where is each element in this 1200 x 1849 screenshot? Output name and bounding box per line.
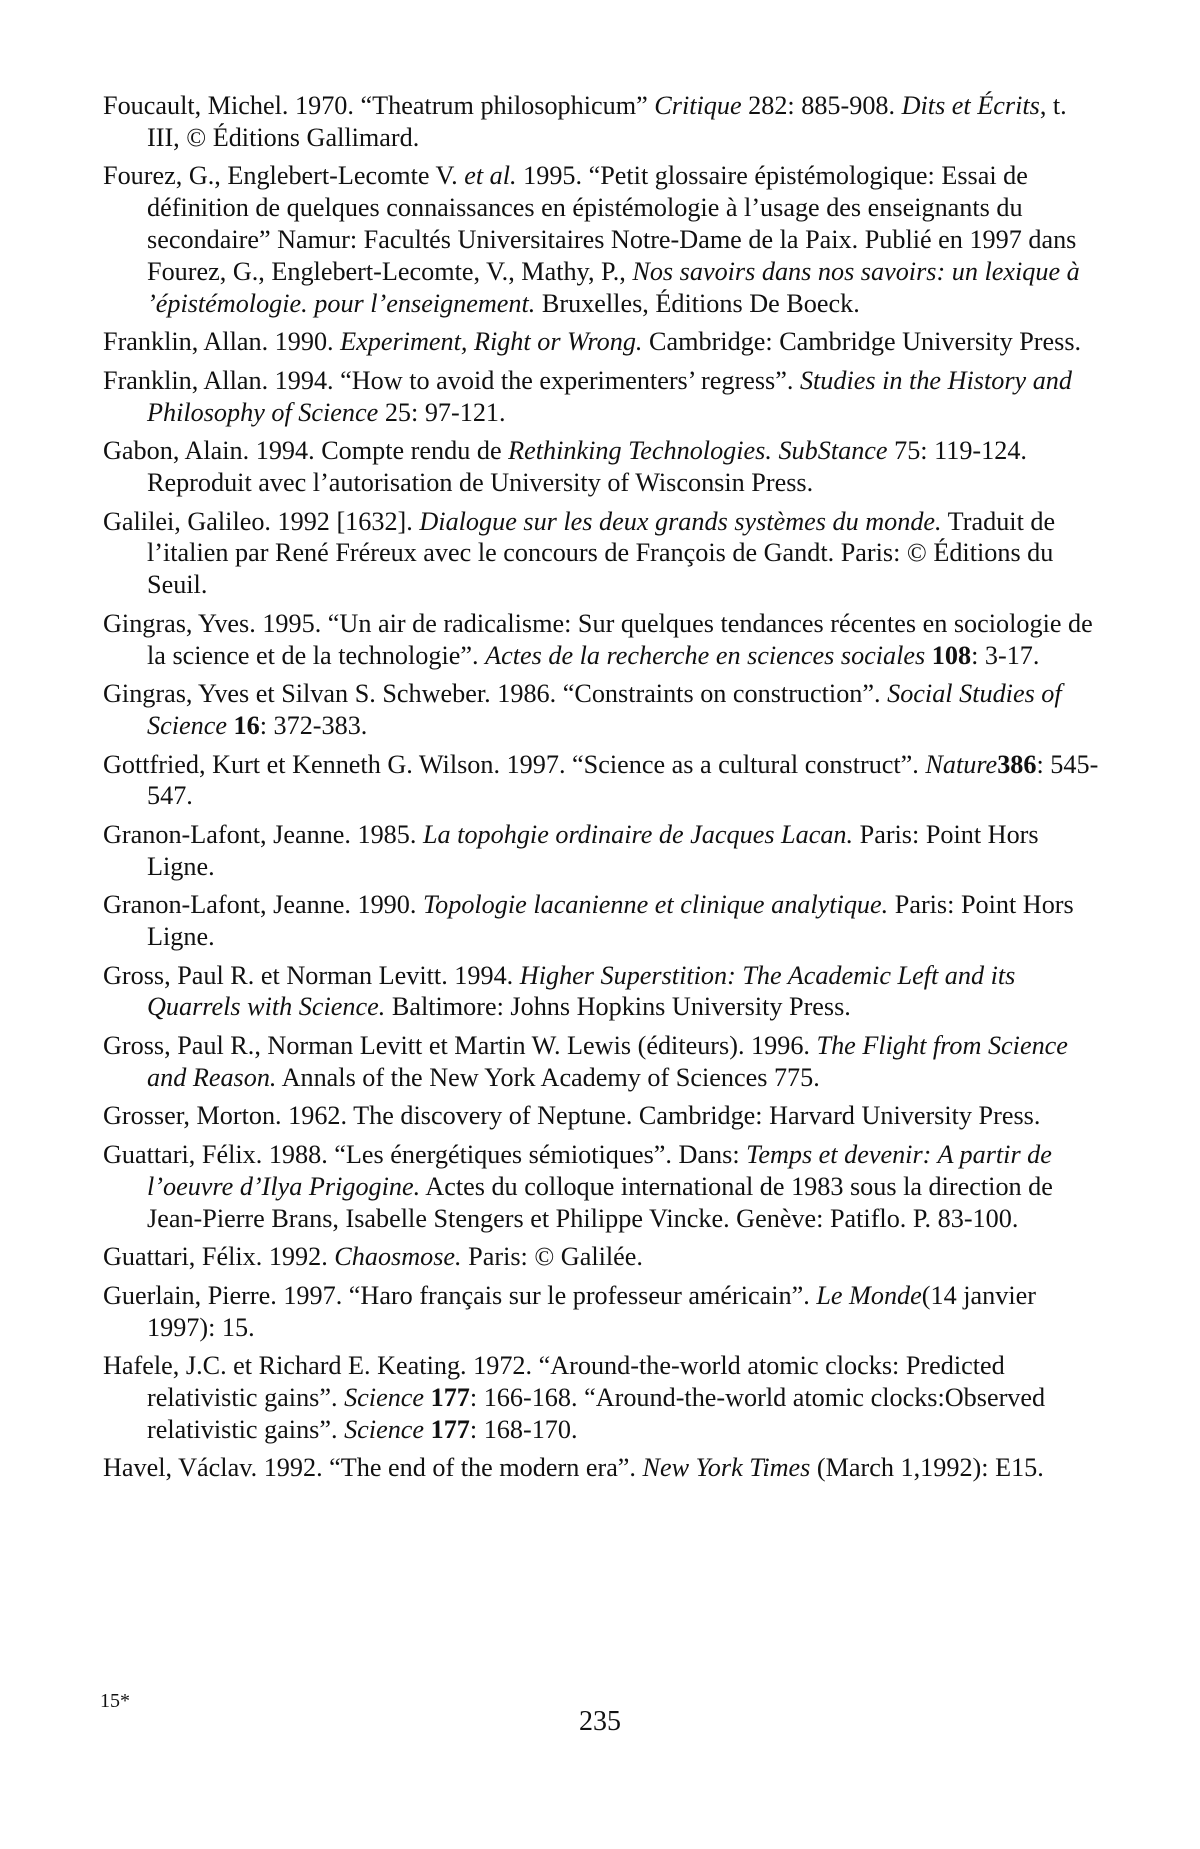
entry-title-italic: Dialogue sur les deux grands systèmes du monde. bbox=[419, 506, 942, 536]
entry-title-italic: Nos savoirs dans nos savoirs: un lexique à ’épistémologie. pour l’enseignement. bbox=[147, 256, 1080, 318]
entry-title-italic: Rethinking Technologies. SubStance bbox=[508, 436, 888, 466]
entry-text: (14 janvier 1997): 15. bbox=[147, 1280, 1036, 1342]
entry-text: Franklin, Allan. 1994. “How to avoid the experimenters’ regress”. bbox=[103, 365, 800, 395]
entry-text: Gabon, Alain. 1994. Compte rendu de bbox=[103, 436, 509, 466]
bibliography-entry bbox=[103, 435, 1103, 499]
entry-text: 25: 97-121. bbox=[378, 397, 506, 427]
bibliography-entry bbox=[103, 1350, 1103, 1445]
entry-volume-bold: 177 bbox=[430, 1414, 470, 1444]
bibliography-entry bbox=[103, 1030, 1103, 1094]
entry-text: Paris: Point Hors Ligne. bbox=[147, 890, 1074, 952]
entry-text: Annals of the New York Academy of Sciences 775. bbox=[276, 1062, 820, 1092]
entry-text: 75: 119-124. Reproduit avec l’autorisation de University of Wisconsin Press. bbox=[147, 436, 1027, 497]
bibliography-entry bbox=[103, 90, 1103, 154]
entry-volume-bold: 386 bbox=[997, 749, 1037, 779]
entry-title-italic: Social Studies of Science bbox=[147, 679, 1062, 740]
bibliography-entry bbox=[103, 1452, 1103, 1484]
entry-text: Actes du colloque international de 1983 sous la direction de Jean-Pierre Brans, Isabelle Stengers et Philippe Vincke. Genève: Patiflo. P. 83-100. bbox=[147, 1171, 1053, 1233]
entry-text: Grosser, Morton. 1962. The discovery of Neptune. Cambridge: Harvard University Press. bbox=[103, 1101, 1041, 1131]
entry-title-italic: Le Monde bbox=[816, 1280, 922, 1310]
entry-text: Gingras, Yves et Silvan S. Schweber. 1986. “Constraints on construction”. bbox=[103, 679, 888, 709]
entry-title-italic: Temps et devenir: A partir de l’oeuvre d’Ilya Prigogine. bbox=[147, 1140, 1052, 1201]
entry-text: : 168-170. bbox=[469, 1414, 578, 1444]
entry-volume-bold: 16 bbox=[233, 710, 260, 740]
entry-text: Paris: Point Hors Ligne. bbox=[147, 819, 1039, 881]
entry-text: Gingras, Yves. 1995. “Un air de radicalisme: Sur quelques tendances récentes en sociologie de la science et de la technologie”. bbox=[103, 608, 1093, 670]
entry-title-italic: Science bbox=[344, 1414, 425, 1444]
entry-text: Fourez, G., Englebert-Lecomte V. bbox=[103, 161, 465, 191]
entry-text: Gottfried, Kurt et Kenneth G. Wilson. 1997. “Science as a cultural construct”. bbox=[103, 749, 926, 779]
entry-title-italic: Science bbox=[344, 1383, 425, 1413]
entry-text: Granon-Lafont, Jeanne. 1985. bbox=[103, 819, 423, 849]
entry-text: Guattari, Félix. 1988. “Les énergétiques sémiotiques”. Dans: bbox=[103, 1140, 747, 1170]
entry-title-italic: Nature bbox=[925, 749, 998, 779]
entry-text: Guerlain, Pierre. 1997. “Haro français sur le professeur américain”. bbox=[103, 1280, 817, 1310]
page-number: 235 bbox=[579, 1706, 621, 1737]
entry-text: 1995. “Petit glossaire épistémologique: Essai de définition de quelques connaissances en épistémologie à l’usage des enseignants du secondaire” Namur: Facultés Universitaires Notre-Dame de la Paix. Publié en 1997 dans Fourez, G., Englebert-Lecomte, V., Mathy, P., bbox=[147, 161, 1077, 286]
signature-mark: 15* bbox=[100, 1690, 130, 1712]
bibliography-entry bbox=[103, 749, 1103, 813]
bibliography-entry bbox=[103, 1100, 1103, 1132]
entry-text: Gross, Paul R., Norman Levitt et Martin W. Lewis (éditeurs). 1996. bbox=[103, 1031, 817, 1061]
entry-text: Gross, Paul R. et Norman Levitt. 1994. bbox=[103, 960, 520, 990]
entry-title-italic: La topohgie ordinaire de Jacques Lacan. bbox=[422, 819, 854, 849]
bibliography-entry bbox=[103, 1139, 1103, 1234]
entry-text: Traduit de l’italien par René Fréreux avec le concours de François de Gandt. Paris: © Éditions du Seuil. bbox=[147, 506, 1056, 600]
bibliography-entry bbox=[103, 1241, 1103, 1273]
bibliography-entry bbox=[103, 678, 1103, 742]
entry-text: Foucault, Michel. 1970. “Theatrum philosophicum” bbox=[103, 91, 655, 120]
bibliography-entry bbox=[103, 365, 1103, 429]
entry-title-italic: Higher Superstition: The Academic Left and its Quarrels with Science. bbox=[147, 960, 1016, 1022]
entry-text: : 545-547. bbox=[147, 749, 1099, 811]
entry-title-italic: Critique bbox=[654, 91, 742, 120]
entry-text: Bruxelles, Éditions De Boeck. bbox=[535, 288, 860, 318]
bibliography-entry bbox=[103, 608, 1103, 672]
entry-volume-bold: 108 bbox=[931, 640, 972, 670]
bibliography-entry bbox=[103, 1280, 1103, 1344]
entry-text: 282: 885-908. bbox=[741, 91, 902, 120]
entry-text: : 372-383. bbox=[259, 710, 368, 740]
bibliography-entry bbox=[103, 506, 1103, 601]
entry-title-italic: Chaosmose. bbox=[334, 1242, 462, 1272]
entry-title-italic: Actes de la recherche en sciences sociales bbox=[485, 640, 926, 670]
entry-text: : 3-17. bbox=[971, 640, 1040, 670]
entry-title-italic: Topologie lacanienne et clinique analytique. bbox=[422, 890, 889, 920]
entry-text: Granon-Lafont, Jeanne. 1990. bbox=[103, 890, 423, 920]
entry-title-italic: Studies in the History and Philosophy of Science bbox=[147, 365, 1072, 427]
entry-text: Baltimore: Johns Hopkins University Press. bbox=[385, 992, 851, 1022]
entry-title-italic: Dits et Écrits bbox=[901, 91, 1040, 120]
entry-text: Galilei, Galileo. 1992 [1632]. bbox=[103, 506, 420, 536]
entry-text: Hafele, J.C. et Richard E. Keating. 1972. “Around-the-world atomic clocks: Predicted relativistic gains”. bbox=[103, 1351, 1005, 1413]
entry-text: Cambridge: Cambridge University Press. bbox=[642, 327, 1082, 357]
entry-text: Guattari, Félix. 1992. bbox=[103, 1242, 335, 1272]
entry-text: , t. III, © Éditions Gallimard. bbox=[147, 91, 1067, 152]
entry-volume-bold: 177 bbox=[430, 1383, 470, 1413]
bibliography-entry bbox=[103, 819, 1103, 883]
bibliography-entry bbox=[103, 889, 1103, 953]
bibliography-entry bbox=[103, 326, 1103, 358]
entry-text: (March 1,1992): E15. bbox=[810, 1453, 1044, 1483]
entry-text: Paris: © Galilée. bbox=[461, 1242, 643, 1272]
bibliography-entry bbox=[103, 960, 1103, 1024]
entry-text: : 166-168. “Around-the-world atomic clocks:Observed relativistic gains”. bbox=[147, 1383, 1046, 1444]
entry-title-italic: New York Times bbox=[642, 1453, 811, 1483]
entry-title-italic: et al. bbox=[464, 161, 517, 191]
bibliography-list bbox=[103, 90, 1103, 1491]
entry-title-italic: Experiment, Right or Wrong. bbox=[340, 327, 643, 357]
entry-text: Havel, Václav. 1992. “The end of the modern era”. bbox=[103, 1453, 643, 1483]
entry-title-italic: The Flight from Science and Reason. bbox=[147, 1031, 1068, 1092]
bibliography-entry bbox=[103, 160, 1103, 319]
entry-text: Franklin, Allan. 1990. bbox=[103, 327, 341, 357]
